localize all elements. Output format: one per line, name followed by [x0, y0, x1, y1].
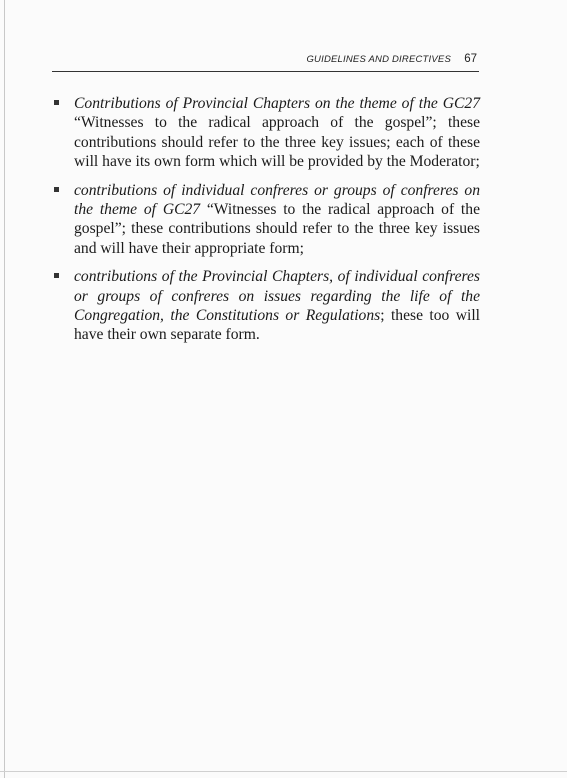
page-number: 67 [464, 53, 477, 65]
list-item [53, 181, 480, 259]
item-italic-text: contributions of the Provincial Chapters, of individual confreres or groups of confreres on issues regarding the life of the Congregation, the Constitutions or Regulations [74, 268, 480, 325]
item-text: “Witnesses to the radical approach of the gospel”; these contributions should refer to the three key issues and will have their appropriate form; [74, 201, 480, 257]
list-item [53, 267, 480, 345]
item-text: ; these too will have their own separate form. [74, 307, 480, 344]
page-bottom-edge [0, 771, 567, 772]
list-item [53, 94, 480, 172]
item-italic-text: Contributions of Provincial Chapters on the theme of the GC27 [74, 95, 480, 112]
item-text: “Witnesses to the radical approach of the gospel”; these contributions should refer to the three key issues; each of these will have its own form which will be provided by the Moderator; [74, 114, 480, 171]
square-bullet-icon [54, 100, 59, 105]
page-edge-line [4, 0, 5, 778]
running-header [52, 53, 479, 72]
square-bullet-icon [54, 273, 59, 278]
square-bullet-icon [54, 187, 59, 192]
item-italic-text: contributions of individual confreres or groups of confreres on the theme of GC27 [74, 181, 480, 219]
bullet-list [53, 94, 480, 354]
running-title: GUIDELINES AND DIRECTIVES [306, 54, 451, 65]
